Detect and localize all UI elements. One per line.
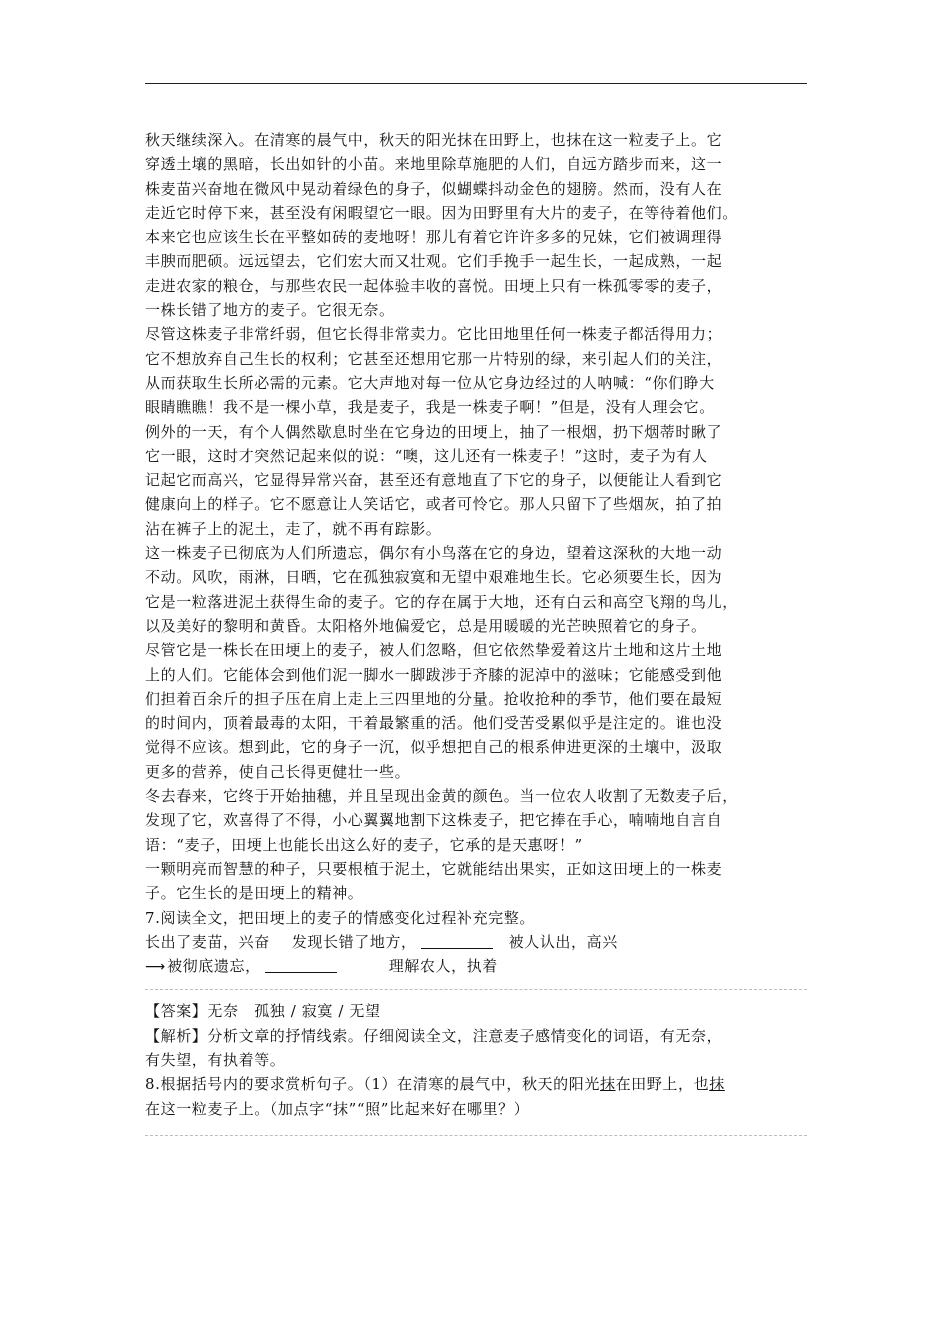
passage-line: 上的人们。它能体会到他们泥一脚水一脚跋涉于齐膝的泥淖中的滋味；它能感受到他	[145, 665, 723, 684]
passage-line: 更多的营养，使自己长得更健壮一些。	[145, 762, 411, 781]
passage-line: 丰腴而肥硕。远远望去，它们宏大而又壮观。它们手挽手一起生长，一起成熟，一起	[145, 252, 723, 271]
passage-line: 冬去春来，它终于开始抽穗，并且呈现出金黄的颜色。当一位农人收割了无数麦子后，	[145, 787, 738, 806]
passage-line: 子。它生长的是田埂上的精神。	[145, 884, 364, 903]
passage-line: 株麦苗兴奋地在微风中晃动着绿色的身子，似蝴蝶抖动金色的翅膀。然而，没有人在	[145, 179, 723, 198]
passage-line: 它一眼，这时才突然记起来似的说：“噢，这儿还有一株麦子！”这时，麦子为有人	[145, 446, 708, 465]
dashed-separator	[145, 1135, 807, 1136]
question-8-text: 8.根据括号内的要求赏析句子。（1）在清寒的晨气中，秋天的阳光	[145, 1075, 600, 1094]
passage-line: 走近它时停下来，甚至没有闲暇望它一眼。因为田野里有大片的麦子，在等待着他们。	[145, 203, 738, 222]
dashed-separator	[145, 989, 807, 990]
passage-line: 尽管这株麦子非常纤弱，但它长得非常卖力。它比田地里任何一株麦子都活得用力；	[145, 325, 723, 344]
stage-forgotten: 被彻底遗忘，	[167, 957, 261, 976]
answer-blank-1[interactable]	[421, 934, 493, 949]
underlined-word: 抹	[599, 1075, 616, 1094]
passage-line: 一株长错了地方的麦子。它很无奈。	[145, 301, 395, 320]
passage-line: 们担着百余斤的担子压在肩上走上三四里地的分量。抢收抢种的季节，他们要在最短	[145, 689, 723, 708]
passage-line: 走进农家的粮仓，与那些农民一起体验丰收的喜悦。田埂上只有一株孤零零的麦子，	[145, 276, 723, 295]
passage-line: 沾在裤子上的泥土，走了，就不再有踪影。	[145, 519, 442, 538]
question-8-line-1	[145, 1072, 807, 1096]
passage-line: 从而获取生长所必需的元素。它大声地对每一位从它身边经过的人呐喊：“你们睁大	[145, 373, 715, 392]
question-7-row-1	[145, 930, 807, 954]
question-8-text: 在田野上，也	[615, 1075, 710, 1094]
header-rule	[145, 83, 807, 84]
analysis-line-2: 有失望，有执着等。	[145, 1050, 286, 1069]
stage-wrong-place: 发现长错了地方，	[291, 932, 417, 951]
passage-line: 眼睛瞧瞧！我不是一棵小草，我是麦子，我是一株麦子啊！”但是，没有人理会它。	[145, 398, 715, 417]
passage-line: 例外的一天，有个人偶然歇息时坐在它身边的田埂上，抽了一根烟，扔下烟蒂时瞅了	[145, 422, 723, 441]
document-body	[145, 128, 807, 1145]
passage-line: 不动。风吹，雨淋，日晒，它在孤独寂寞和无望中艰难地生长。它必须要生长，因为	[145, 568, 723, 587]
question-7-stem: 7.阅读全文，把田埂上的麦子的情感变化过程补充完整。	[145, 908, 535, 927]
arrow-icon: ⟶	[145, 959, 166, 976]
stage-sprout: 长出了麦苗，兴奋	[145, 932, 270, 951]
underlined-word: 抹	[709, 1075, 725, 1094]
passage-line: 尽管它是一株长在田埂上的麦子，被人们忽略，但它依然挚爱着这片土地和这片土地	[145, 641, 723, 660]
passage-line: 它不想放弃自己生长的权利；它甚至还想用它那一片特别的绿，来引起人们的关注，	[145, 349, 723, 368]
passage-line: 健康向上的样子。它不愿意让人笑话它，或者可怜它。那人只留下了些烟灰，拍了拍	[145, 495, 723, 514]
analysis-line-1: 【解析】分析文章的抒情线索。仔细阅读全文，注意麦子感情变化的词语，有无奈，	[145, 1026, 723, 1045]
passage-line: 觉得不应该。想到此，它的身子一沉，似乎想把自己的根系伸进更深的土壤中，汲取	[145, 738, 723, 757]
stage-recognized: 被人认出，高兴	[508, 932, 618, 951]
passage-line: 发现了它，欢喜得了不得，小心翼翼地割下这株麦子，把它捧在手心，喃喃地自言自	[145, 811, 723, 830]
answer-line: 【答案】无奈 孤独 / 寂寞 / 无望	[145, 1002, 381, 1021]
passage-line: 本来它也应该生长在平整如砖的麦地呀！那儿有着它许许多多的兄妹，它们被调理得	[145, 228, 723, 247]
passage-line: 穿透土壤的黑暗，长出如针的小苗。来地里除草施肥的人们，自远方踏步而来，这一	[145, 155, 723, 174]
question-8-line-2: 在这一粒麦子上。（加点字“抹”“照”比起来好在哪里？）	[145, 1099, 530, 1118]
stage-understanding: 理解农人，执着	[388, 957, 498, 976]
passage-line: 的时间内，顶着最毒的太阳，干着最繁重的活。他们受苦受累似乎是注定的。谁也没	[145, 714, 723, 733]
passage-line: 语：“麦子，田埂上也能长出这么好的麦子，它承的是天惠呀！”	[145, 835, 583, 854]
passage-line: 一颗明亮而智慧的种子，只要根植于泥土，它就能结出果实，正如这田埂上的一株麦	[145, 859, 723, 878]
passage-line: 以及美好的黎明和黄昏。太阳格外地偏爱它，总是用暖暖的光芒映照着它的身子。	[145, 616, 707, 635]
question-7-row-2	[145, 954, 807, 978]
passage-line: 秋天继续深入。在清寒的晨气中，秋天的阳光抹在田野上，也抹在这一粒麦子上。它	[145, 131, 723, 149]
passage-line: 它是一粒落进泥土获得生命的麦子。它的存在属于大地，还有白云和高空飞翔的鸟儿，	[145, 592, 738, 611]
passage-line: 记起它而高兴，它显得异常兴奋，甚至还有意地直了下它的身子，以便能让人看到它	[145, 471, 723, 490]
reading-passage	[145, 128, 807, 906]
answer-blank-2[interactable]	[265, 958, 337, 973]
passage-line: 这一株麦子已彻底为人们所遗忘，偶尔有小鸟落在它的身边，望着这深秋的大地一动	[145, 544, 723, 563]
